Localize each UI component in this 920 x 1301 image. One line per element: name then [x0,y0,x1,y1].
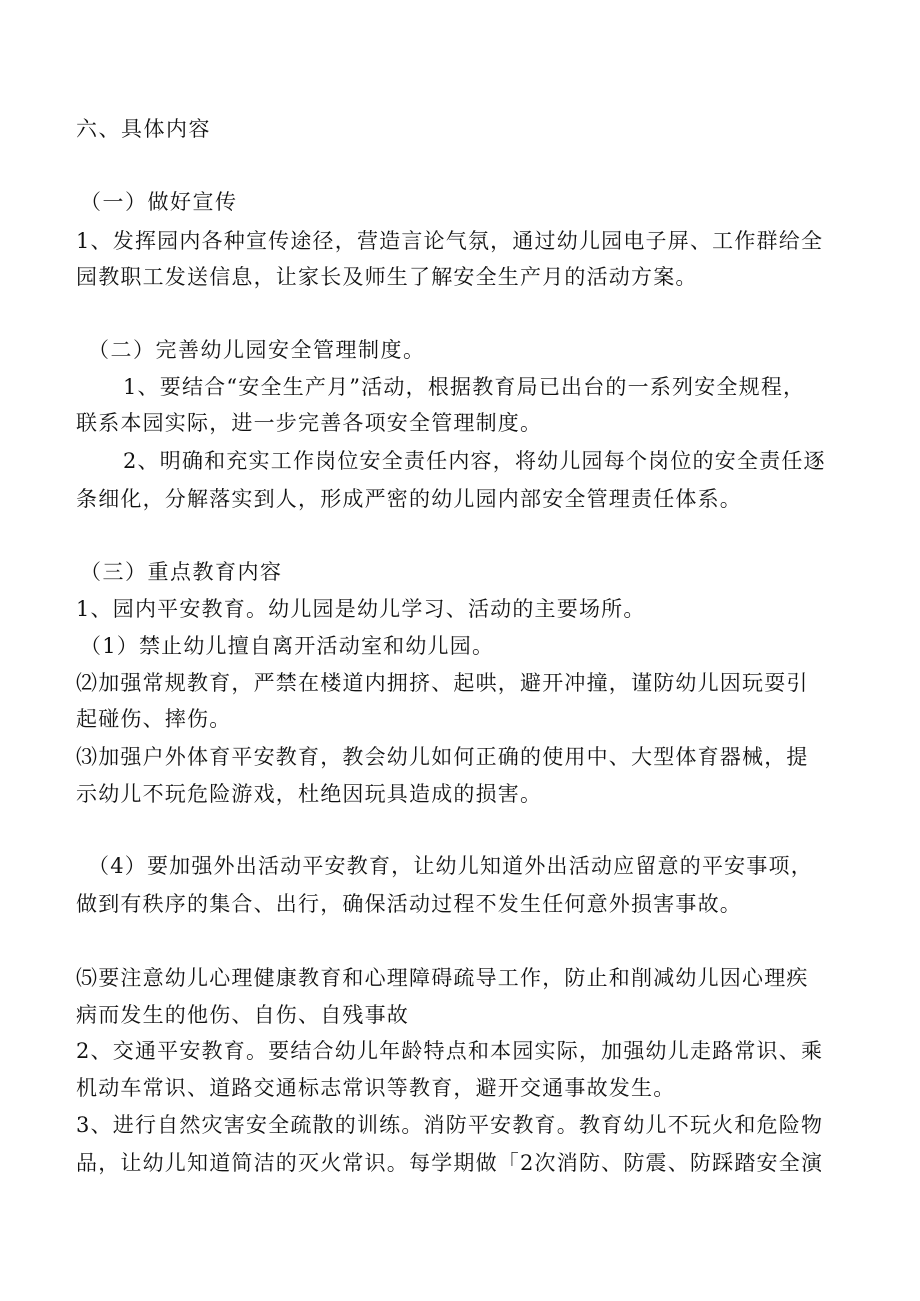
education-sub-2-line-1: ⑵加强常规教育，严禁在楼道内拥挤、起哄，避开冲撞，谨防幼儿因玩耍引 [76,671,809,695]
management-item-2-line-1: 2、明确和充实工作岗位安全责任内容，将幼儿园每个岗位的安全责任逐 [123,449,826,473]
education-sub-5-line-1: ⑸要注意幼儿心理健康教育和心理障碍疏导工作，防止和削减幼儿因心理疾 [76,966,809,990]
education-sub-4-line-1: （4）要加强外出活动平安教育，让幼儿知道外出活动应留意的平安事项， [88,854,813,878]
education-sub-5-line-2: 病而发生的他伤、自伤、自残事故 [76,1003,409,1027]
management-heading: （二）完善幼儿园安全管理制度。 [88,338,426,362]
education-heading: （三）重点教育内容 [80,560,283,584]
education-sub-3-line-1: ⑶加强户外体育平安教育，教会幼儿如何正确的使用中、大型体育器械，提 [76,745,809,769]
education-item-3-line-1: 3、进行自然灾害安全疏散的训练。消防平安教育。教育幼儿不玩火和危险物 [76,1113,824,1137]
education-item-2-line-2: 机动车常识、道路交通标志常识等教育，避开交通事故发生。 [76,1076,676,1100]
education-item-2-line-1: 2、交通平安教育。要结合幼儿年龄特点和本园实际，加强幼儿走路常识、乘 [76,1039,824,1063]
management-item-1-line-1: 1、要结合“安全生产月”活动，根据教育局已出台的一系列安全规程， [123,375,806,399]
publicity-item-1-line-1: 1、发挥园内各种宣传途径，营造言论气氛，通过幼儿园电子屏、工作群给全 [76,229,824,253]
education-sub-3-line-2: 示幼儿不玩危险游戏，杜绝因玩具造成的损害。 [76,782,543,806]
publicity-heading: （一）做好宣传 [80,190,238,214]
education-item-3-line-2: 品，让幼儿知道简洁的灭火常识。每学期做「2次消防、防震、防踩踏安全演 [76,1151,824,1175]
management-item-1-line-2: 联系本园实际，进一步完善各项安全管理制度。 [76,411,543,435]
education-sub-1: （1）禁止幼儿擅自离开活动室和幼儿园。 [80,634,495,658]
management-item-2-line-2: 条细化，分解落实到人，形成严密的幼儿园内部安全管理责任体系。 [76,487,742,511]
publicity-item-1-line-2: 园教职工发送信息，让家长及师生了解安全生产月的活动方案。 [76,265,698,289]
education-item-1: 1、园内平安教育。幼儿园是幼儿学习、活动的主要场所。 [76,597,646,621]
section-title: 六、具体内容 [76,117,211,141]
education-sub-2-line-2: 起碰伤、摔伤。 [76,707,232,731]
education-sub-4-line-2: 做到有秩序的集合、出行，确保活动过程不发生任何意外损害事故。 [76,892,742,916]
